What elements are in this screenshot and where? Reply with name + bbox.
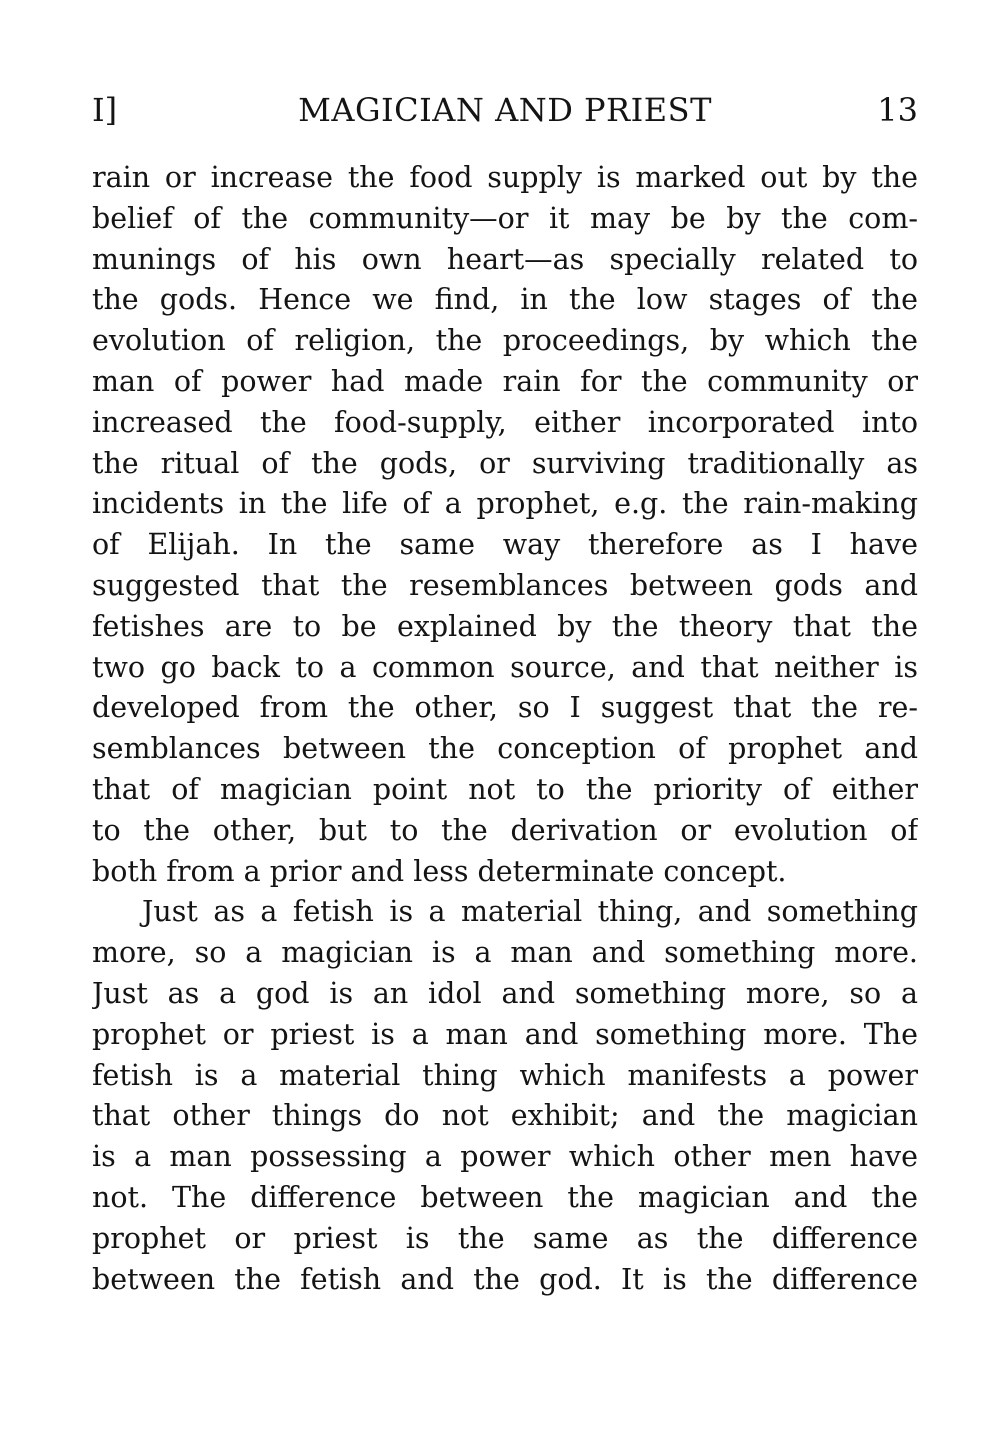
text-line: of Elijah. In the same way therefore as I have [92,528,918,562]
text-line: fetish is a material thing which manifests a power [92,1058,918,1092]
text-line: not. The difference between the magician and the [92,1180,918,1214]
text-line: developed from the other, so I suggest that the re- [92,691,918,725]
text-line: that other things do not exhibit; and the magician [92,1099,918,1133]
text-line: rain or increase the food supply is marked out by the [92,161,918,194]
page-number: 13 [877,91,918,129]
text-line: is a man possessing a power which other men have [92,1140,918,1174]
text-line: to the other, but to the derivation or evolution of [92,813,918,847]
text-line: belief of the community—or it may be by the com- [92,201,918,235]
text-line: prophet or priest is a man and something more. The [92,1017,918,1051]
text-line: prophet or priest is the same as the difference [92,1221,918,1255]
text-line: increased the food-supply, either incorporated into [92,405,918,439]
text-line: between the fetish and the god. It is the difference [92,1262,918,1296]
text-line: Just as a god is an idol and something more, so a [92,976,918,1010]
text-line: semblances between the conception of prophet and [92,732,918,766]
text-line: munings of his own heart—as specially related to [92,242,918,276]
text-line: man of power had made rain for the community or [92,364,918,398]
text-line: incidents in the life of a prophet, e.g. the rain-making [92,487,918,521]
text-line: two go back to a common source, and that neither is [92,650,918,684]
text-line: suggested that the resemblances between gods and [92,568,918,602]
running-head [92,88,918,132]
body-text [92,158,918,1300]
text-line: fetishes are to be explained by the theory that the [92,609,918,643]
text-line: the ritual of the gods, or surviving traditionally as [92,446,918,480]
text-line: the gods. Hence we find, in the low stages of the [92,283,918,317]
text-line: both from a prior and less determinate concept. [92,854,787,888]
chapter-mark: I] [92,91,118,129]
text-line: more, so a magician is a man and something more. [92,936,918,970]
text-line: evolution of religion, the proceedings, by which the [92,324,918,358]
text-line: Just as a fetish is a material thing, and something [142,895,918,929]
running-title: MAGICIAN AND PRIEST [298,91,712,129]
text-line: that of magician point not to the priority of either [92,772,918,806]
